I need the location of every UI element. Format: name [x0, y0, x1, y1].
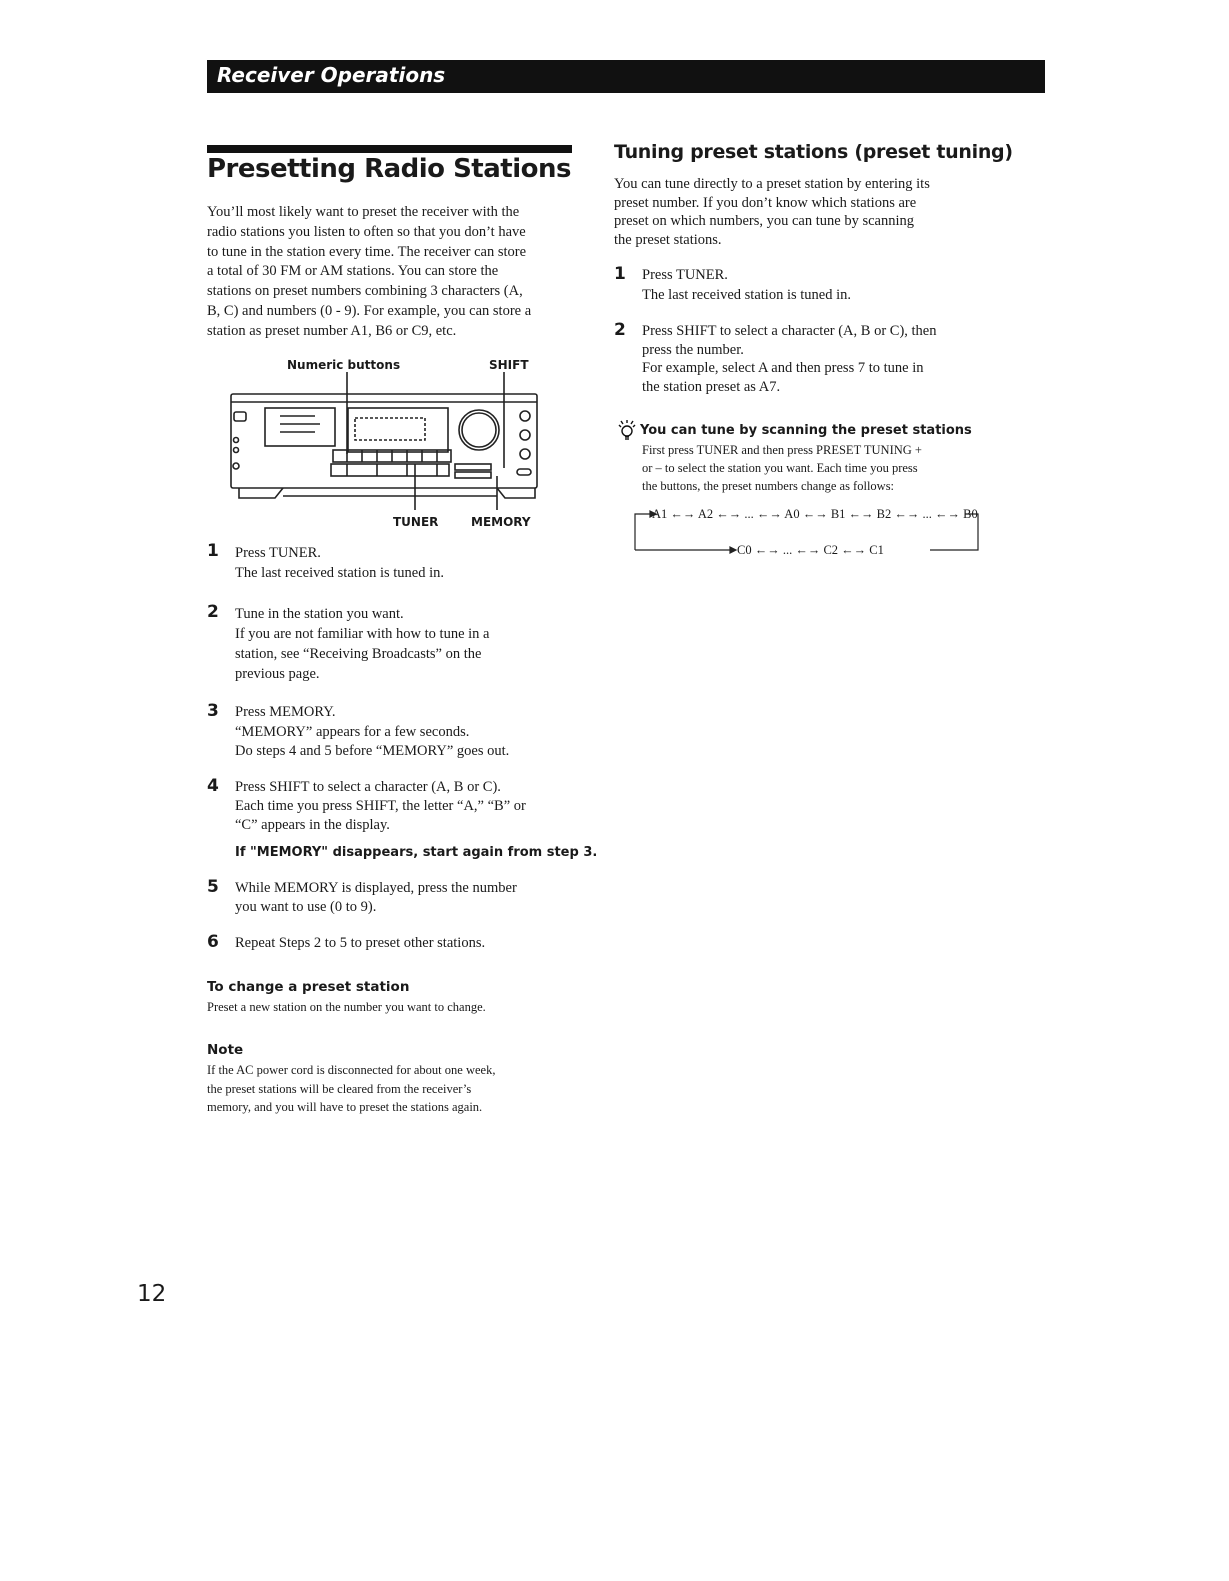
step-line: If you are not familiar with how to tune in a — [235, 626, 490, 642]
intro-line: preset on which numbers, you can tune by scanning — [614, 213, 914, 229]
step-line: Press MEMORY. — [235, 704, 336, 720]
intro-line: You can tune directly to a preset station by entering its — [614, 176, 930, 192]
step-line: The last received station is tuned in. — [235, 565, 444, 581]
step-line: Press TUNER. — [642, 267, 728, 283]
page-title: Presetting Radio Stations — [207, 154, 571, 184]
change-preset-heading: To change a preset station — [207, 979, 410, 995]
note-line: If the AC power cord is disconnected for about one week, — [207, 1063, 496, 1077]
intro-line: You’ll most likely want to preset the receiver with the — [207, 204, 520, 220]
tip-line: or – to select the station you want. Each time you press — [642, 461, 918, 475]
intro-line: stations on preset numbers combining 3 characters (A, — [207, 283, 523, 300]
change-preset-text: Preset a new station on the number you want to change. — [207, 1000, 486, 1014]
step-line: Press TUNER. — [235, 545, 321, 561]
step-number: 4 — [207, 776, 219, 796]
step-line: Repeat Steps 2 to 5 to preset other stations. — [235, 935, 486, 951]
step-number: 5 — [207, 877, 219, 897]
step-line: Tune in the station you want. — [235, 606, 404, 622]
step-number: 1 — [614, 264, 626, 284]
step-line: previous page. — [235, 666, 320, 682]
step-number: 2 — [207, 602, 219, 622]
section-heading-preset-tuning: Tuning preset stations (preset tuning) — [614, 141, 1013, 163]
step-line: While MEMORY is displayed, press the number — [235, 880, 517, 896]
step-bold-note: If "MEMORY" disappears, start again from step 3. — [235, 845, 598, 860]
step-number: 1 — [207, 541, 219, 561]
note-heading: Note — [207, 1042, 244, 1058]
intro-line: to tune in the station every time. The receiver can store — [207, 243, 527, 260]
step-line: press the number. — [642, 341, 744, 358]
tip-line: the buttons, the preset numbers change as follows: — [642, 479, 895, 493]
step-number: 3 — [207, 701, 219, 721]
step-line: “C” appears in the display. — [235, 817, 390, 833]
note-line: memory, and you will have to preset the stations again. — [207, 1100, 483, 1114]
tip-heading: You can tune by scanning the preset stations — [640, 423, 972, 438]
step-line: Each time you press SHIFT, the letter “A,” “B” or — [235, 798, 526, 814]
step-line: station, see “Receiving Broadcasts” on the — [235, 646, 482, 662]
step-number: 6 — [207, 932, 219, 952]
note-line: the preset stations will be cleared from the receiver’s — [207, 1081, 472, 1096]
tip-line: First press TUNER and then press PRESET TUNING + — [642, 443, 922, 457]
intro-line: station as preset number A1, B6 or C9, etc. — [207, 322, 457, 339]
tip-text — [642, 441, 982, 495]
note-text — [207, 1061, 495, 1117]
intro-line: the preset stations. — [614, 231, 722, 248]
preset-sequence-top: A1 ←→ A2 ←→ ... ←→ A0 ←→ B1 ←→ B2 ←→ ... ←→ B0 — [652, 507, 978, 521]
intro-line: radio stations you listen to often so that you don’t have — [207, 223, 526, 240]
intro-line: preset number. If you don’t know which stations are — [614, 194, 917, 211]
preset-sequence-bottom: C0 ←→ ... ←→ C2 ←→ C1 — [737, 543, 884, 557]
step-line: Press SHIFT to select a character (A, B or C), then — [642, 323, 937, 339]
section-header-bar — [207, 60, 1045, 93]
receiver-front-panel-illustration — [225, 372, 555, 514]
step-line: For example, select A and then press 7 to tune in — [642, 360, 924, 376]
page-number: 12 — [137, 1281, 167, 1307]
intro-line: a total of 30 FM or AM stations. You can store the — [207, 263, 499, 280]
lightbulb-icon — [617, 418, 639, 442]
step-line: Press SHIFT to select a character (A, B or C). — [235, 779, 501, 795]
label-shift: SHIFT — [489, 358, 529, 372]
step-line: The last received station is tuned in. — [642, 286, 851, 303]
label-numeric-buttons: Numeric buttons — [287, 358, 401, 372]
step-line: you want to use (0 to 9). — [235, 899, 377, 915]
right-intro-paragraph — [614, 175, 930, 249]
step-line: “MEMORY” appears for a few seconds. — [235, 723, 470, 740]
step-number: 2 — [614, 320, 626, 340]
label-memory: MEMORY — [471, 515, 531, 529]
intro-paragraph — [207, 203, 531, 342]
step-line: the station preset as A7. — [642, 378, 781, 395]
step-line: Do steps 4 and 5 before “MEMORY” goes out. — [235, 743, 510, 759]
intro-line: B, C) and numbers (0 - 9). For example, you can store a — [207, 302, 532, 319]
section-title: Receiver Operations — [217, 63, 446, 87]
title-rule — [207, 145, 572, 153]
label-tuner: TUNER — [393, 515, 439, 529]
